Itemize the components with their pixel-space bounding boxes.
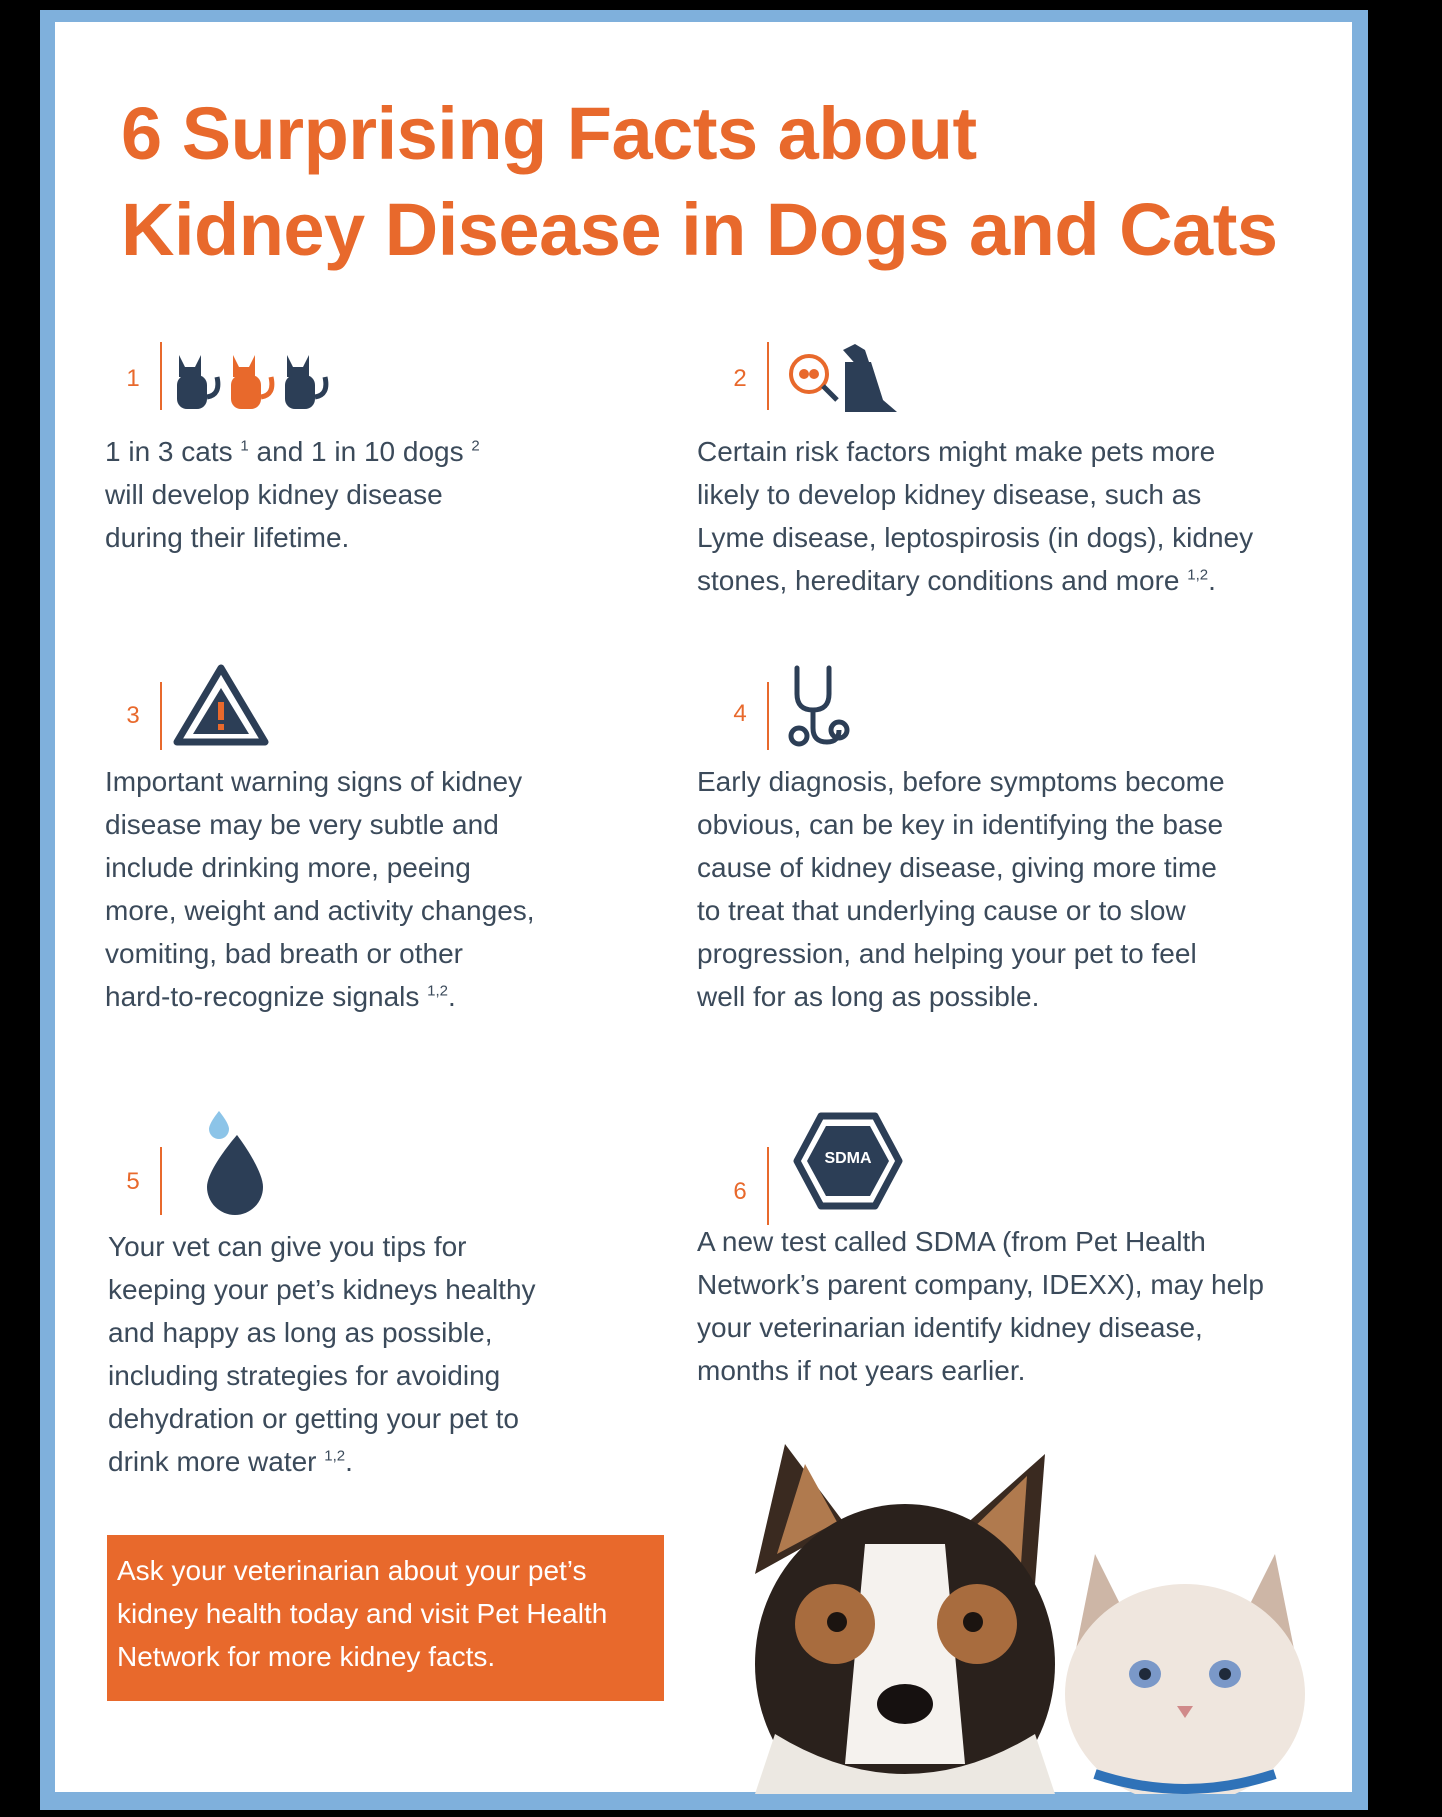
- fact-6-divider: [767, 1147, 769, 1225]
- water-drop-icon: [203, 1107, 267, 1217]
- cat-illustration: [1065, 1554, 1305, 1794]
- three-cats-icon: [173, 347, 343, 411]
- page-title: [121, 86, 1321, 278]
- dog-magnifier-icon: [785, 340, 905, 420]
- fact-3-divider: [160, 682, 162, 750]
- fact-2-divider: [767, 342, 769, 410]
- cta-text: Ask your veterinarian about your pet’s kidney health today and visit Pet Health Network for more kidney facts.: [117, 1555, 608, 1672]
- stethoscope-icon: [785, 660, 855, 750]
- infographic-page: [55, 22, 1352, 1792]
- title-line-2: Kidney Disease in Dogs and Cats: [121, 188, 1278, 271]
- fact-6-number: 6: [733, 1178, 747, 1205]
- fact-4-divider: [767, 682, 769, 750]
- dog-illustration: [755, 1444, 1055, 1794]
- cta-banner: [107, 1535, 664, 1701]
- fact-3-number: 3: [126, 702, 140, 729]
- fact-4-text: Early diagnosis, before symptoms become obvious, can be key in identifying the base cause of kidney disease, giving more time to treat that underlying cause or to slow progression, and helping your pet to feel well for as long as possible.: [697, 766, 1225, 1012]
- title-line-1: 6 Surprising Facts about: [121, 92, 977, 175]
- fact-2-number: 2: [733, 365, 747, 392]
- fact-5-number: 5: [126, 1168, 140, 1195]
- fact-5-divider: [160, 1147, 162, 1215]
- fact-1-divider: [160, 342, 162, 410]
- fact-1-number: 1: [126, 365, 140, 392]
- sdma-badge-label: SDMA: [824, 1150, 872, 1167]
- sdma-hexagon-icon: [793, 1112, 903, 1210]
- fact-6-text: A new test called SDMA (from Pet Health Network’s parent company, IDEXX), may help your veterinarian identify kidney disease, months if not years earlier.: [697, 1226, 1264, 1386]
- dog-and-cat-photo: [715, 1434, 1349, 1794]
- fact-3-text: Important warning signs of kidney disease may be very subtle and include drinking more, peeing more, weight and activity changes, vomiting, bad breath or other hard-to-recognize signals $^{1,2}$.: [105, 766, 535, 1012]
- fact-1-text: 1 in 3 cats $^1$ and 1 in 10 dogs $^2$ will develop kidney disease during their lifetime.: [105, 436, 480, 553]
- fact-5-text: Your vet can give you tips for keeping your pet’s kidneys healthy and happy as long as possible, including strategies for avoiding dehydration or getting your pet to drink more water $^{1,2}$.: [108, 1231, 536, 1477]
- fact-2-text: Certain risk factors might make pets more likely to develop kidney disease, such as Lyme disease, leptospirosis (in dogs), kidney stones, hereditary conditions and more $^{1,2}$.: [697, 436, 1254, 596]
- fact-4-number: 4: [733, 700, 747, 727]
- warning-triangle-icon: [173, 662, 269, 748]
